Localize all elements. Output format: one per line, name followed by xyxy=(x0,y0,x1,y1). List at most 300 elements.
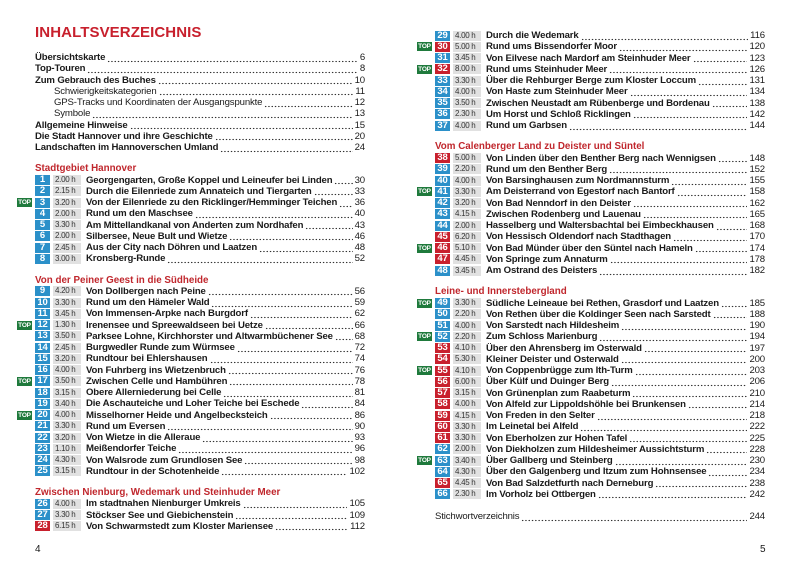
tour-duration: 4.00 h xyxy=(453,399,481,409)
tour-duration: 4.45 h xyxy=(453,478,481,488)
tour-duration: 3.20 h xyxy=(53,198,81,208)
tour-number-badge: 36 xyxy=(435,109,450,119)
tour-title: Von der Eilenriede zu den Ricklinger/Hemminger Teichen xyxy=(86,197,338,208)
tour-number-badge: 50 xyxy=(435,309,450,319)
dot-leader xyxy=(718,153,748,164)
tour-duration: 2.15 h xyxy=(53,186,81,196)
dot-leader xyxy=(228,365,353,376)
tour-entry[interactable] xyxy=(418,364,765,376)
tour-title: Rund um Eversen xyxy=(86,420,166,432)
tour-entry[interactable] xyxy=(435,343,765,354)
tour-title: Von Schwarmstedt zum Kloster Mariensee xyxy=(86,520,274,532)
tour-number-badge: 2 xyxy=(35,186,50,196)
tour-entry[interactable] xyxy=(418,40,765,53)
dot-leader xyxy=(671,175,747,186)
tour-title: Rund um den Hämeler Wald xyxy=(86,297,210,308)
tour-page: 62 xyxy=(354,308,365,320)
tour-page: 56 xyxy=(354,285,365,297)
tour-entry[interactable] xyxy=(418,454,765,466)
tour-number-badge: 3 xyxy=(35,198,50,208)
tour-duration: 3.20 h xyxy=(453,198,481,208)
tour-entry[interactable] xyxy=(35,242,365,253)
tour-entry[interactable] xyxy=(18,409,365,421)
tour-page: 112 xyxy=(350,520,365,532)
toc-entry[interactable] xyxy=(35,120,365,131)
tour-title: Von Coppenbrügge zum Ith-Turm xyxy=(486,365,633,376)
tour-entry[interactable] xyxy=(35,365,365,376)
tour-duration: 2.45 h xyxy=(53,243,81,253)
tour-number-badge: 41 xyxy=(435,187,450,197)
dot-leader xyxy=(158,75,353,86)
tour-number-badge: 1 xyxy=(35,175,50,185)
tour-title: Von Bad Münder über den Süntel nach Hameln xyxy=(486,242,693,254)
tour-number-badge: 34 xyxy=(435,87,450,97)
dot-leader xyxy=(580,421,747,432)
tour-title: Von Rethen über die Koldinger Seen nach Sarstedt xyxy=(486,308,711,320)
tour-page: 134 xyxy=(749,86,765,98)
tour-duration: 5.00 h xyxy=(453,153,481,163)
toc-entry[interactable] xyxy=(35,97,365,108)
dot-leader xyxy=(220,142,352,153)
tour-entry[interactable] xyxy=(35,253,365,264)
tour-duration: 4.30 h xyxy=(453,467,481,477)
dot-leader xyxy=(305,220,352,231)
tour-duration: 2.00 h xyxy=(453,221,481,231)
tour-title: Zwischen Neustadt am Rübenberge und Bordenau xyxy=(486,97,710,109)
tour-duration: 1.10 h xyxy=(53,444,81,454)
tour-entry[interactable] xyxy=(435,198,765,209)
tour-entry[interactable] xyxy=(435,376,765,387)
tour-number-badge: 16 xyxy=(35,365,50,375)
tour-title: Silbersee, Neue Bult und Wietze xyxy=(86,230,228,242)
tour-number-badge: 66 xyxy=(435,489,450,499)
tour-entry[interactable] xyxy=(435,75,765,86)
toc-entry[interactable] xyxy=(35,86,365,97)
dot-leader xyxy=(706,444,747,455)
dot-leader xyxy=(597,410,748,421)
tour-duration: 2.00 h xyxy=(53,231,81,241)
tour-title: Von Sarstedt nach Hildesheim xyxy=(486,320,620,331)
tour-title: Am Deisterrand von Egestorf nach Bantorf xyxy=(486,186,675,198)
tour-page: 84 xyxy=(354,398,365,410)
dot-leader xyxy=(569,120,748,131)
toc-entry[interactable] xyxy=(35,142,365,153)
tour-duration: 5.10 h xyxy=(453,243,481,253)
tour-page: 174 xyxy=(749,242,765,254)
dot-leader xyxy=(235,510,347,521)
tour-page: 68 xyxy=(354,330,365,342)
section-heading: Zwischen Nienburg, Wedemark und Steinhuder Meer xyxy=(35,487,281,498)
tour-entry[interactable] xyxy=(435,153,765,164)
dot-leader xyxy=(221,466,347,477)
tour-page: 188 xyxy=(749,308,765,320)
tour-number-badge: 31 xyxy=(435,53,450,63)
dot-leader xyxy=(621,320,747,331)
entry-title: Schwierigkeitskategorien xyxy=(54,85,157,97)
tour-entry[interactable] xyxy=(435,421,765,432)
tour-duration: 2.00 h xyxy=(53,209,81,219)
tour-title: Von Eberholzen zur Hohen Tafel xyxy=(486,432,628,444)
section-heading: Leine- und Innerstebergland xyxy=(435,286,567,298)
tour-title: Irenensee und Spreewaldseen bei Uetze xyxy=(86,319,263,331)
dot-leader xyxy=(521,511,747,522)
tour-page: 234 xyxy=(749,466,765,478)
entry-page: 15 xyxy=(354,119,365,131)
tour-page: 76 xyxy=(354,364,365,376)
tour-number-badge: 4 xyxy=(35,209,50,219)
tour-page: 194 xyxy=(749,331,765,343)
tour-entry[interactable] xyxy=(418,297,765,309)
dot-leader xyxy=(229,231,352,242)
tour-duration: 4.00 h xyxy=(53,410,81,420)
dot-leader xyxy=(335,331,353,342)
tour-entry[interactable] xyxy=(35,432,365,443)
tour-entry[interactable] xyxy=(35,208,365,219)
tour-entry[interactable] xyxy=(435,466,765,477)
tour-number-badge: 27 xyxy=(35,510,50,520)
tour-page: 109 xyxy=(349,509,365,521)
tour-number-badge: 26 xyxy=(35,499,50,509)
dot-leader xyxy=(264,97,352,108)
tour-title: Über Külf und Duinger Berg xyxy=(486,376,609,388)
tour-title: Rund um Garbsen xyxy=(486,120,567,131)
tour-entry[interactable] xyxy=(435,444,765,455)
tour-title: Parksee Lohne, Kirchhorster und Altwarmbüchener See xyxy=(86,330,333,342)
tour-page: 86 xyxy=(354,409,365,421)
tour-entry[interactable] xyxy=(435,30,765,41)
tour-entry[interactable] xyxy=(18,319,365,331)
tour-number-badge: 6 xyxy=(35,231,50,241)
tour-duration: 4.00 h xyxy=(453,87,481,97)
tour-entry[interactable] xyxy=(35,231,365,242)
tour-entry[interactable] xyxy=(35,297,365,308)
tour-entry[interactable] xyxy=(435,410,765,421)
tour-duration: 1.30 h xyxy=(53,320,81,330)
tour-duration: 3.50 h xyxy=(53,331,81,341)
tour-number-badge: 40 xyxy=(435,176,450,186)
tour-number-badge: 14 xyxy=(35,343,50,353)
entry-title: Stichwortverzeichnis xyxy=(435,511,520,522)
dot-leader xyxy=(265,320,353,331)
tour-entry[interactable] xyxy=(435,175,765,186)
dot-leader xyxy=(339,197,352,208)
dot-leader xyxy=(195,208,353,219)
tour-entry[interactable] xyxy=(35,175,365,186)
tour-duration: 2.45 h xyxy=(53,343,81,353)
top-tour-badge: TOP xyxy=(18,321,31,329)
tour-title: Rund ums Steinhuder Meer xyxy=(486,63,608,75)
tour-duration: 3.30 h xyxy=(53,220,81,230)
tour-entry[interactable] xyxy=(35,308,365,319)
tour-page: 105 xyxy=(349,498,365,510)
tour-entry[interactable] xyxy=(435,265,765,276)
tour-page: 242 xyxy=(749,488,765,500)
dot-leader xyxy=(598,489,748,500)
entry-title: Symbole xyxy=(54,108,91,120)
dot-leader xyxy=(210,353,353,364)
tour-number-badge: 58 xyxy=(435,399,450,409)
tour-title: Durch die Wedemark xyxy=(486,30,579,41)
tour-duration: 3.30 h xyxy=(453,433,481,443)
tour-entry[interactable] xyxy=(418,330,765,343)
tour-entry[interactable] xyxy=(435,53,765,64)
entry-page: 244 xyxy=(749,511,765,522)
tour-number-badge: 28 xyxy=(35,521,50,531)
tour-duration: 8.00 h xyxy=(453,64,481,74)
tour-entry[interactable] xyxy=(435,86,765,97)
tour-entry[interactable] xyxy=(35,398,365,409)
tour-title: Georgengarten, Große Koppel und Leineufer bei Linden xyxy=(86,174,333,186)
tour-title: Am Mittellandkanal von Anderten zum Nordhafen xyxy=(86,219,304,231)
tour-duration: 5.30 h xyxy=(453,354,481,364)
tour-entry[interactable] xyxy=(435,209,765,220)
toc-entry[interactable] xyxy=(435,511,765,522)
tour-title: Von Hessisch Oldendorf nach Stadthagen xyxy=(486,231,671,243)
entry-title: Top-Touren xyxy=(35,63,86,75)
tour-page: 123 xyxy=(749,52,765,64)
dot-leader xyxy=(695,243,748,254)
tour-duration: 3.15 h xyxy=(53,388,81,398)
tour-duration: 4.45 h xyxy=(453,254,481,264)
tour-entry[interactable] xyxy=(18,375,365,387)
tour-duration: 3.50 h xyxy=(453,98,481,108)
tour-number-badge: 11 xyxy=(35,309,50,319)
tour-page: 48 xyxy=(354,242,365,253)
tour-duration: 2.00 h xyxy=(453,444,481,454)
tour-number-badge: 12 xyxy=(35,320,50,330)
tour-page: 30 xyxy=(354,174,365,186)
tour-duration: 2.30 h xyxy=(453,109,481,119)
toc-entry[interactable] xyxy=(35,63,365,74)
tour-title: Von Fuhrberg ins Wietzenbruch xyxy=(86,364,226,376)
tour-entry[interactable] xyxy=(435,320,765,331)
tour-title: Über Gallberg und Steinberg xyxy=(486,455,613,466)
tour-entry[interactable] xyxy=(35,286,365,297)
tour-number-badge: 63 xyxy=(435,456,450,466)
tour-title: Obere Allerniederung bei Celle xyxy=(86,387,222,398)
tour-title: Über den Galgenberg und Itzum zum Hohnsensee xyxy=(486,466,707,478)
tour-title: Von Grünenplan zum Raabeturm xyxy=(486,387,631,399)
tour-duration: 4.10 h xyxy=(453,366,481,376)
dot-leader xyxy=(270,410,353,421)
tour-entry[interactable] xyxy=(35,220,365,231)
tour-number-badge: 8 xyxy=(35,254,50,264)
tour-title: Von Immensen-Arpke nach Burgdorf xyxy=(86,308,248,320)
toc-entry[interactable] xyxy=(35,52,365,63)
tour-number-badge: 35 xyxy=(435,98,450,108)
tour-title: Von Haste zum Steinhuder Meer xyxy=(486,86,628,98)
tour-title: Rund um den Benther Berg xyxy=(486,163,608,175)
tour-duration: 3.45 h xyxy=(453,266,481,276)
tour-number-badge: 39 xyxy=(435,164,450,174)
tour-entry[interactable] xyxy=(435,254,765,265)
tour-title: Im Vorholz bei Ottbergen xyxy=(486,488,596,500)
tour-title: Zwischen Rodenberg und Lauenau xyxy=(486,208,641,220)
tour-page: 165 xyxy=(749,208,765,220)
tour-entry[interactable] xyxy=(435,164,765,175)
tour-duration: 3.30 h xyxy=(53,298,81,308)
tour-duration: 2.30 h xyxy=(453,489,481,499)
tour-title: Die Aschauteiche und Loher Teiche bei Eschede xyxy=(86,398,300,410)
tour-entry[interactable] xyxy=(435,309,765,320)
tour-title: Zwischen Celle und Hambühren xyxy=(86,375,228,387)
tour-duration: 6.20 h xyxy=(453,232,481,242)
tour-entry[interactable] xyxy=(435,120,765,131)
tour-entry[interactable] xyxy=(18,196,365,208)
tour-number-badge: 18 xyxy=(35,388,50,398)
tour-number-badge: 24 xyxy=(35,455,50,465)
toc-section xyxy=(18,274,365,478)
tour-entry[interactable] xyxy=(435,98,765,109)
tour-number-badge: 48 xyxy=(435,266,450,276)
toc-entry[interactable] xyxy=(35,75,365,86)
tour-title: Von Bad Salzdetfurth nach Derneburg xyxy=(486,477,654,489)
tour-entry[interactable] xyxy=(35,331,365,342)
tour-entry[interactable] xyxy=(35,498,365,509)
tour-entry[interactable] xyxy=(435,433,765,444)
tour-number-badge: 64 xyxy=(435,467,450,477)
tour-page: 142 xyxy=(749,108,765,120)
dot-leader xyxy=(211,297,352,308)
tour-page: 66 xyxy=(354,319,365,331)
dot-leader xyxy=(167,253,352,264)
tour-entry[interactable] xyxy=(435,388,765,399)
page-number: 5 xyxy=(760,544,766,555)
tour-number-badge: 43 xyxy=(435,209,450,219)
tour-number-badge: 37 xyxy=(435,121,450,131)
tour-entry[interactable] xyxy=(435,478,765,489)
tour-title: Von Dollbergen nach Peine xyxy=(86,285,206,297)
tour-page: 52 xyxy=(354,253,365,265)
tour-entry[interactable] xyxy=(35,455,365,466)
tour-entry[interactable] xyxy=(35,186,365,197)
tour-title: Im Leinetal bei Alfeld xyxy=(486,421,579,433)
dot-leader xyxy=(630,86,748,97)
tour-title: Von Eilvese nach Mardorf am Steinhuder Meer xyxy=(486,52,691,64)
tour-number-badge: 10 xyxy=(35,298,50,308)
entry-title: Die Stadt Hannover und ihre Geschichte xyxy=(35,130,213,142)
toc-column-right xyxy=(418,29,765,522)
tour-entry[interactable] xyxy=(435,354,765,365)
tour-number-badge: 7 xyxy=(35,243,50,253)
tour-number-badge: 30 xyxy=(435,42,450,52)
tour-title: Von Walsrode zum Grundlosen See xyxy=(86,454,243,466)
tour-page: 152 xyxy=(749,163,765,175)
tour-number-badge: 29 xyxy=(435,31,450,41)
tour-page: 36 xyxy=(354,197,365,208)
tour-title: Über die Rehburger Berge zum Kloster Loccum xyxy=(486,75,696,86)
entry-page: 6 xyxy=(359,52,365,63)
tour-duration: 6.00 h xyxy=(453,377,481,387)
tour-entry[interactable] xyxy=(35,443,365,454)
tour-number-badge: 22 xyxy=(35,433,50,443)
tour-entry[interactable] xyxy=(35,510,365,521)
tour-duration: 4.00 h xyxy=(53,499,81,509)
tour-page: 228 xyxy=(749,443,765,455)
dot-leader xyxy=(259,242,353,253)
tour-entry[interactable] xyxy=(35,342,365,353)
toc-entry[interactable] xyxy=(35,131,365,142)
tour-number-badge: 23 xyxy=(35,444,50,454)
tour-title: Stöckser See und Giebichenstein xyxy=(86,509,234,521)
tour-title: Meißendorfer Teiche xyxy=(86,443,177,455)
tour-entry[interactable] xyxy=(35,387,365,398)
dot-leader xyxy=(713,309,748,320)
tour-title: Kronsberg-Runde xyxy=(86,253,166,265)
tour-page: 190 xyxy=(749,320,765,331)
entry-page: 13 xyxy=(354,108,365,120)
tour-title: Aus der City nach Döhren und Laatzen xyxy=(86,242,258,253)
top-tour-badge: TOP xyxy=(418,43,431,51)
tour-duration: 3.45 h xyxy=(453,53,481,63)
index-section xyxy=(435,511,765,522)
tour-page: 203 xyxy=(749,365,765,376)
tour-duration: 3.30 h xyxy=(53,421,81,431)
tour-entry[interactable] xyxy=(418,185,765,198)
dot-leader xyxy=(611,376,747,387)
page-title: INHALTSVERZEICHNIS xyxy=(35,24,202,41)
tour-title: Über den Ahrensberg im Osterwald xyxy=(486,342,642,354)
dot-leader xyxy=(677,186,748,197)
dot-leader xyxy=(693,53,748,64)
toc-entry[interactable] xyxy=(35,108,365,119)
dot-leader xyxy=(178,443,352,454)
tour-entry[interactable] xyxy=(435,489,765,500)
dot-leader xyxy=(621,354,748,365)
dot-leader xyxy=(229,376,352,387)
tour-entry[interactable] xyxy=(35,421,365,432)
tour-title: Südliche Leineaue bei Rethen, Grasdorf und Laatzen xyxy=(486,297,719,309)
toc-section xyxy=(418,286,765,500)
tour-duration: 3.15 h xyxy=(453,388,481,398)
tour-number-badge: 33 xyxy=(435,76,450,86)
dot-leader xyxy=(635,365,748,376)
tour-duration: 4.15 h xyxy=(453,209,481,219)
tour-entry[interactable] xyxy=(35,353,365,364)
tour-page: 144 xyxy=(749,120,765,131)
tour-number-badge: 5 xyxy=(35,220,50,230)
tour-number-badge: 65 xyxy=(435,478,450,488)
tour-entry[interactable] xyxy=(35,521,365,532)
tour-page: 148 xyxy=(749,152,765,164)
tour-entry[interactable] xyxy=(418,242,765,254)
dot-leader xyxy=(632,388,747,399)
tour-entry[interactable] xyxy=(435,231,765,242)
tour-entry[interactable] xyxy=(435,109,765,120)
tour-entry[interactable] xyxy=(435,399,765,410)
tour-entry[interactable] xyxy=(435,220,765,231)
tour-number-badge: 53 xyxy=(435,343,450,353)
tour-page: 197 xyxy=(749,342,765,354)
tour-duration: 4.00 h xyxy=(53,365,81,375)
dot-leader xyxy=(698,75,747,86)
tour-page: 225 xyxy=(749,432,765,444)
section-heading: Stadtgebiet Hannover xyxy=(35,163,137,175)
tour-duration: 3.30 h xyxy=(453,422,481,432)
tour-entry[interactable] xyxy=(418,63,765,75)
tour-number-badge: 61 xyxy=(435,433,450,443)
tour-duration: 4.00 h xyxy=(453,176,481,186)
dot-leader xyxy=(721,298,748,309)
tour-page: 131 xyxy=(749,75,765,86)
tour-page: 72 xyxy=(354,342,365,353)
dot-leader xyxy=(655,478,747,489)
tour-entry[interactable] xyxy=(35,466,365,477)
tour-duration: 3.30 h xyxy=(53,510,81,520)
tour-page: 78 xyxy=(354,375,365,387)
tour-number-badge: 9 xyxy=(35,286,50,296)
entry-page: 8 xyxy=(359,63,365,75)
